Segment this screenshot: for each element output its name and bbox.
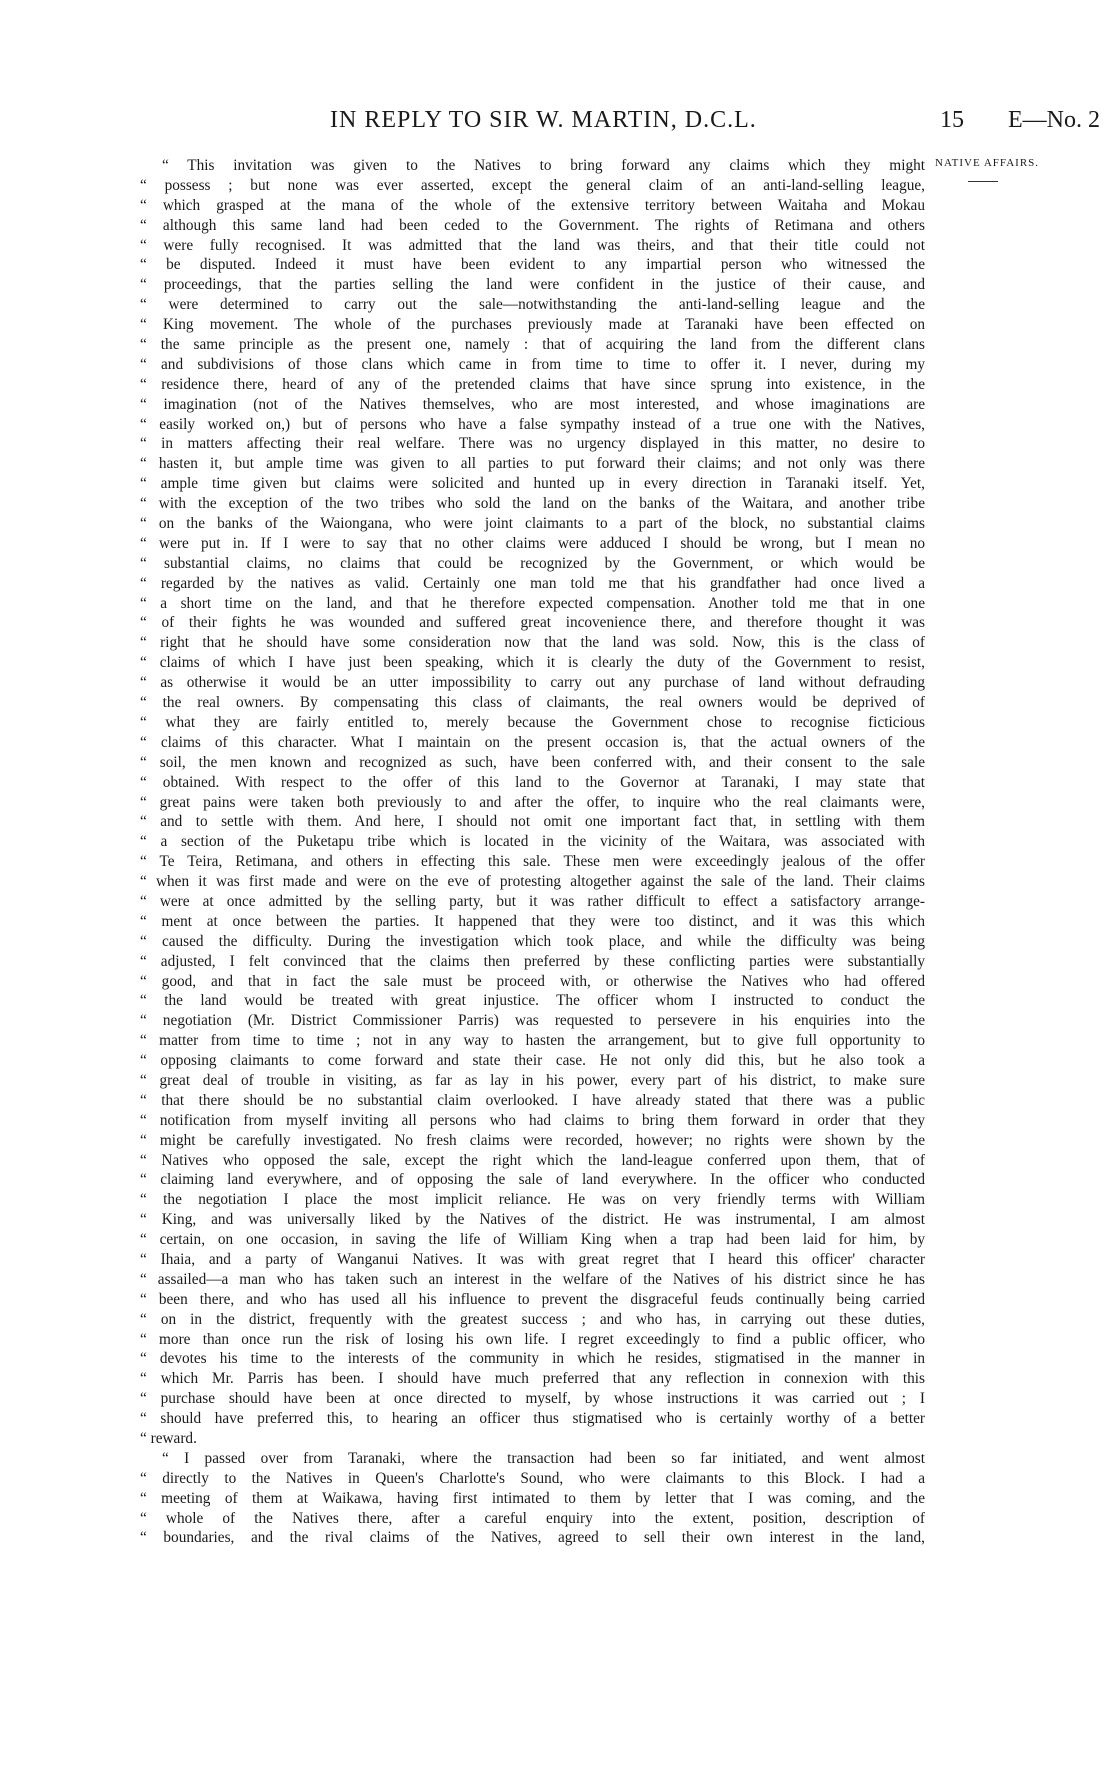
text-line: “ assailed—a man who has taken such an interest in the welfare of the Natives of his district since he has [140, 1270, 925, 1288]
text-line: “ the negotiation I place the most implicit reliance. He was on very friendly terms with William [140, 1191, 925, 1209]
text-line: “ residence there, heard of any of the pretended claims that have since sprung into existence, in the [140, 375, 925, 393]
text-line: “ meeting of them at Waikawa, having first intimated to them by letter that I was coming, and the [140, 1489, 925, 1507]
text-line: “ more than once run the risk of losing his own life. I regret exceedingly to find a public officer, who [140, 1330, 925, 1348]
text-line: “ Ihaia, and a party of Wanganui Natives. It was with great regret that I heard this officer' character [140, 1250, 925, 1268]
text-line: “ imagination (not of the Natives themselves, who are most interested, and whose imaginations are [140, 395, 925, 413]
text-line: “ of their fights he was wounded and suffered great incovenience there, and therefore thought it was [140, 614, 925, 632]
text-line: “ Natives who opposed the sale, except the right which the land-league conferred upon them, that of [140, 1151, 925, 1169]
text-line: “ claiming land everywhere, and of opposing the sale of land everywhere. In the officer who conducted [140, 1171, 925, 1189]
text-line: “ might be carefully investigated. No fresh claims were recorded, however; no rights were shown by the [140, 1131, 925, 1149]
text-line: “ a section of the Puketapu tribe which is located in the vicinity of the Waitara, was associated with [140, 833, 925, 851]
text-line: “ what they are fairly entitled to, merely because the Government chose to recognise ficticious [140, 713, 925, 731]
text-line: “ directly to the Natives in Queen's Charlotte's Sound, who were claimants to this Block. I had a [140, 1469, 925, 1487]
text-line: “ This invitation was given to the Natives to bring forward any claims which they might [162, 157, 925, 174]
text-line: “ devotes his time to the interests of the community in which he resides, stigmatised in the manner in [140, 1350, 925, 1368]
text-line: “ whole of the Natives there, after a careful enquiry into the extent, position, description of [140, 1509, 925, 1527]
text-line: “ be disputed. Indeed it must have been evident to any impartial person who witnessed the [140, 256, 925, 274]
body-text [140, 156, 925, 1548]
text-line: “ right that he should have some consideration now that the land was sold. Now, this is the class of [140, 634, 925, 652]
text-line: “ the same principle as the present one, namely : that of acquiring the land from the different clans [140, 336, 925, 354]
text-line: “ which Mr. Parris has been. I should have much preferred that any reflection in connexion with this [140, 1370, 925, 1388]
text-line: “ purchase should have been at once directed to myself, by whose instructions it was carried out ; I [140, 1390, 925, 1408]
text-line: “ opposing claimants to come forward and state their case. He not only did this, but he also took a [140, 1052, 925, 1070]
text-line: “ with the exception of the two tribes who sold the land on the banks of the Waitara, and another tribe [140, 495, 925, 513]
text-line: “ proceedings, that the parties selling the land were confident in the justice of their cause, and [140, 276, 925, 294]
text-line: “ were determined to carry out the sale—notwithstanding the anti-land-selling league and the [140, 296, 925, 314]
text-line: “ a short time on the land, and that he therefore expected compensation. Another told me that in one [140, 594, 925, 612]
document-reference: E—No. 2 [1008, 107, 1100, 133]
text-line: “ easily worked on,) but of persons who have a false sympathy instead of a true one with the Natives, [140, 415, 925, 433]
text-line: “ matter from time to time ; not in any way to hasten the arrangement, but to give full opportunity to [140, 1032, 925, 1050]
text-line: “ great deal of trouble in visiting, as far as lay in his power, every part of his district, to make sure [140, 1071, 925, 1089]
text-line: “ certain, on one occasion, in saving the life of William King when a trap had been laid for him, by [140, 1231, 925, 1249]
text-line: “ good, and that in fact the sale must be proceed with, or otherwise the Natives who had offered [140, 972, 925, 990]
text-line: “ claims of which I have just been speaking, which it is clearly the duty of the Government to resist, [140, 654, 925, 672]
text-line: “ soil, the men known and recognized as such, have been conferred with, and their consent to the sale [140, 753, 925, 771]
text-line: “ adjusted, I felt convinced that the claims then preferred by these conflicting parties were substantially [140, 952, 925, 970]
text-line: “ great pains were taken both previously to and after the offer, to inquire who the real claimants were, [140, 793, 925, 811]
text-line: “ negotiation (Mr. District Commissioner Parris) was requested to persevere in his enquiries into the [140, 1012, 925, 1030]
text-line: “ possess ; but none was ever asserted, except the general claim of an anti-land-selling league, [140, 176, 925, 194]
text-line: “ King movement. The whole of the purchases previously made at Taranaki have been effected on [140, 316, 925, 334]
text-line: “ hasten it, but ample time was given to all parties to put forward their claims; and not only was there [140, 455, 925, 473]
text-line: “ the land would be treated with great injustice. The officer whom I instructed to conduct the [140, 992, 925, 1010]
text-line: “ in matters affecting their real welfare. There was no urgency displayed in this matter, no desire to [140, 435, 925, 453]
text-line: “ notification from myself inviting all persons who had claims to bring them forward in order that they [140, 1111, 925, 1129]
text-line: “ boundaries, and the rival claims of the Natives, agreed to sell their own interest in the land, [140, 1529, 925, 1547]
margin-note: NATIVE AFFAIRS. [935, 157, 1040, 169]
text-line: “ that there should be no substantial claim overlooked. I have already stated that there was a public [140, 1091, 925, 1109]
text-line: “ on the banks of the Waiongana, who were joint claimants to a part of the block, no substantial claims [140, 515, 925, 533]
text-line: “ King, and was universally liked by the Natives of the district. He was instrumental, I am almost [140, 1211, 925, 1229]
text-line: “ and subdivisions of those clans which came in from time to time to offer it. I never, during my [140, 355, 925, 373]
text-line: “ regarded by the natives as valid. Certainly one man told me that his grandfather had once lived a [140, 574, 925, 592]
text-line: “ were at once admitted by the selling party, but it was rather difficult to effect a satisfactory arrange- [140, 892, 925, 910]
text-line: “ ment at once between the parties. It happened that they were too distinct, and it was this which [140, 912, 925, 930]
text-line: “ caused the difficulty. During the investigation which took place, and while the difficulty was being [140, 932, 925, 950]
page-number: 15 [940, 107, 964, 133]
text-line: “ were fully recognised. It was admitted that the land was theirs, and that their title could not [140, 236, 925, 254]
text-line: “ and to settle with them. And here, I should not omit one important fact that, in settling with them [140, 813, 925, 831]
margin-rule [968, 181, 998, 182]
text-line: “ substantial claims, no claims that could be recognized by the Government, or which would be [140, 554, 925, 572]
text-line: “ when it was first made and were on the eve of protesting altogether against the sale of the land. Their claims [140, 873, 925, 891]
text-line: “ Te Teira, Retimana, and others in effecting this sale. These men were exceedingly jealous of the offer [140, 853, 925, 871]
text-line: “ on in the district, frequently with the greatest success ; and who has, in carrying out these duties, [140, 1310, 925, 1328]
text-line: “ I passed over from Taranaki, where the transaction had been so far initiated, and went almost [162, 1449, 925, 1467]
text-line: “ the real owners. By compensating this class of claimants, the real owners would be deprived of [140, 694, 925, 712]
text-line: “ were put in. If I were to say that no other claims were adduced I should be wrong, but I mean no [140, 534, 925, 552]
text-line: “ claims of this character. What I maintain on the present occasion is, that the actual owners of the [140, 733, 925, 751]
running-header-title: IN REPLY TO SIR W. MARTIN, D.C.L. [330, 107, 757, 133]
text-line: “ should have preferred this, to hearing an officer thus stigmatised who is certainly worthy of a better [140, 1410, 925, 1428]
text-line: “ obtained. With respect to the offer of this land to the Governor at Taranaki, I may state that [140, 773, 925, 791]
text-line: “ been there, and who has used all his influence to prevent the disgraceful feuds continually being carried [140, 1290, 925, 1308]
text-line: “ although this same land had been ceded to the Government. The rights of Retimana and others [140, 216, 925, 234]
text-line: “ as otherwise it would be an utter impossibility to carry out any purchase of land without defrauding [140, 674, 925, 692]
text-line: “ ample time given but claims were solicited and hunted up in every direction in Taranaki itself. Yet, [140, 475, 925, 493]
text-line: “ which grasped at the mana of the whole of the extensive territory between Waitaha and Mokau [140, 196, 925, 214]
text-line: “ reward. [140, 1430, 197, 1447]
